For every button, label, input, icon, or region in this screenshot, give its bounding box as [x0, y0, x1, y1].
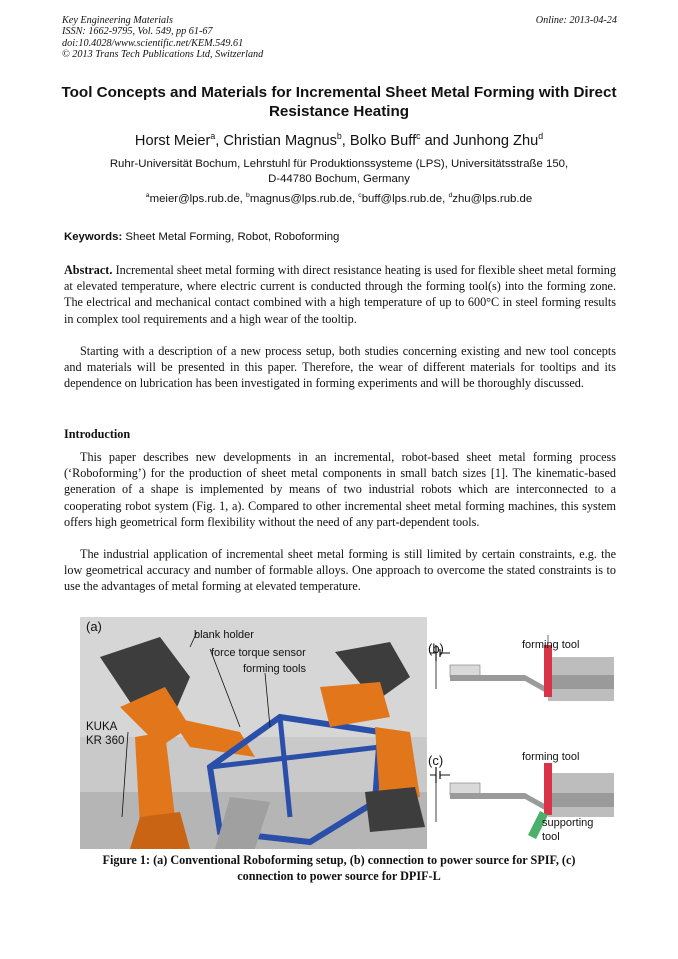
label-blank-holder: blank holder: [194, 629, 254, 641]
email-address[interactable]: meier@lps.rub.de: [149, 193, 240, 205]
keywords: [64, 231, 616, 243]
label-forming-tool-b: forming tool: [522, 639, 580, 651]
author-sep: ,: [341, 133, 350, 149]
label-supporting: supporting: [542, 817, 594, 829]
copyright-line: © 2013 Trans Tech Publications Ltd, Switzerland: [62, 49, 264, 61]
caption-line-2: connection to power source for DPIF-L: [237, 869, 441, 883]
author-sup: b: [336, 131, 342, 142]
keywords-text: Sheet Metal Forming, Robot, Roboforming: [122, 231, 340, 243]
caption-line-1: Figure 1: (a) Conventional Roboforming setup, (b) connection to power source for SPIF, (c): [102, 853, 576, 867]
doi-line[interactable]: doi:10.4028/www.scientific.net/KEM.549.61: [62, 37, 244, 49]
abstract-paragraph-1: [64, 262, 616, 327]
power-source-diagrams: [430, 617, 614, 849]
author-sep: ,: [215, 133, 224, 149]
figure-label-a: (a): [86, 619, 102, 634]
figure-caption: [40, 852, 638, 884]
email-sup: a: [145, 192, 150, 200]
author-sep: and: [420, 133, 453, 149]
author-name: Christian Magnus: [223, 133, 337, 149]
introduction-heading: Introduction: [64, 427, 131, 441]
author-sup: c: [416, 131, 421, 142]
issn-line: ISSN: 1662-9795, Vol. 549, pp 61-67: [62, 26, 213, 38]
email-sep: ,: [351, 193, 359, 205]
affiliation-line-1: Ruhr-Universität Bochum, Lehrstuhl für Produktionssysteme (LPS), Universitätsstraße 150,: [109, 158, 569, 170]
label-kuka: KUKA: [86, 721, 118, 733]
journal-name: Key Engineering Materials: [62, 15, 173, 26]
email-address[interactable]: zhu@lps.rub.de: [452, 193, 533, 205]
label-force-torque-sensor: force torque sensor: [211, 647, 306, 659]
label-tool: tool: [542, 831, 560, 843]
affiliation: [40, 157, 638, 187]
email-list: [40, 193, 638, 205]
author-name: Bolko Buff: [349, 133, 417, 149]
label-forming-tools: forming tools: [243, 663, 306, 675]
abstract-paragraph-2: Starting with a description of a new process setup, both studies concerning existing and new tool concepts and materials will be presented in this paper. Therefore, the wear of different materials for tooltips and its dependence on lubrication has been investigated in forming experiments and will be thoroughly discussed.: [64, 344, 616, 391]
author-name: Horst Meier: [134, 133, 211, 149]
affiliation-line-2: D-44780 Bochum, Germany: [268, 173, 410, 185]
author-list: [40, 133, 638, 149]
online-date: Online: 2013-04-24: [535, 15, 617, 26]
figure-label-b: (b): [428, 641, 444, 656]
figure-1: [80, 617, 614, 849]
author-sup: d: [538, 131, 544, 142]
figure-label-c: (c): [428, 753, 444, 768]
author-name: Junhong Zhu: [452, 133, 539, 149]
email-address[interactable]: buff@lps.rub.de: [361, 193, 443, 205]
introduction-paragraph-1: This paper describes new developments in an incremental, robot-based sheet metal forming process (‘Roboforming’) for the production of sheet metal components in small batch sizes [1]. The kinematic-based generation of a shape is implemented by means of two industrial robots which are interconnected to a cooperating robot system (Fig. 1, a). Compared to other incremental sheet metal forming machines, this system offers high geometrical form flexibility without the need of any part-dependent tools.: [64, 450, 616, 529]
introduction-paragraph-2: The industrial application of incremental sheet metal forming is still limited by certain constraints, e.g. the low geometrical accuracy and number of formable alloys. One approach to overcome the stated constraints is to use the advantages of metal forming at elevated temperature.: [64, 547, 616, 594]
abstract-label: Abstract.: [64, 263, 113, 277]
email-address[interactable]: magnus@lps.rub.de: [249, 193, 352, 205]
email-sep: ,: [239, 193, 247, 205]
email-sup: d: [448, 192, 453, 200]
label-forming-tool-c: forming tool: [522, 751, 580, 763]
email-sep: ,: [442, 193, 449, 205]
email-sup: c: [358, 192, 362, 200]
paper-title: Tool Concepts and Materials for Incremental Sheet Metal Forming with Direct Resistance Heating: [61, 84, 617, 120]
author-sup: a: [210, 131, 216, 142]
abstract-text-1: Incremental sheet metal forming with direct resistance heating is used for flexible sheet metal forming at elevated temperature, where electric current is conducted through the forming tool(s) into the forming zone. The electrical and mechanical contact combined with a high temperature of up to 600°C in steel forming results in complex tool requirements and a high wear of the tooltip.: [64, 263, 616, 326]
label-kr360: KR 360: [86, 735, 125, 747]
email-sup: b: [246, 192, 250, 200]
running-header: [62, 15, 617, 61]
keywords-label: Keywords:: [64, 231, 123, 243]
